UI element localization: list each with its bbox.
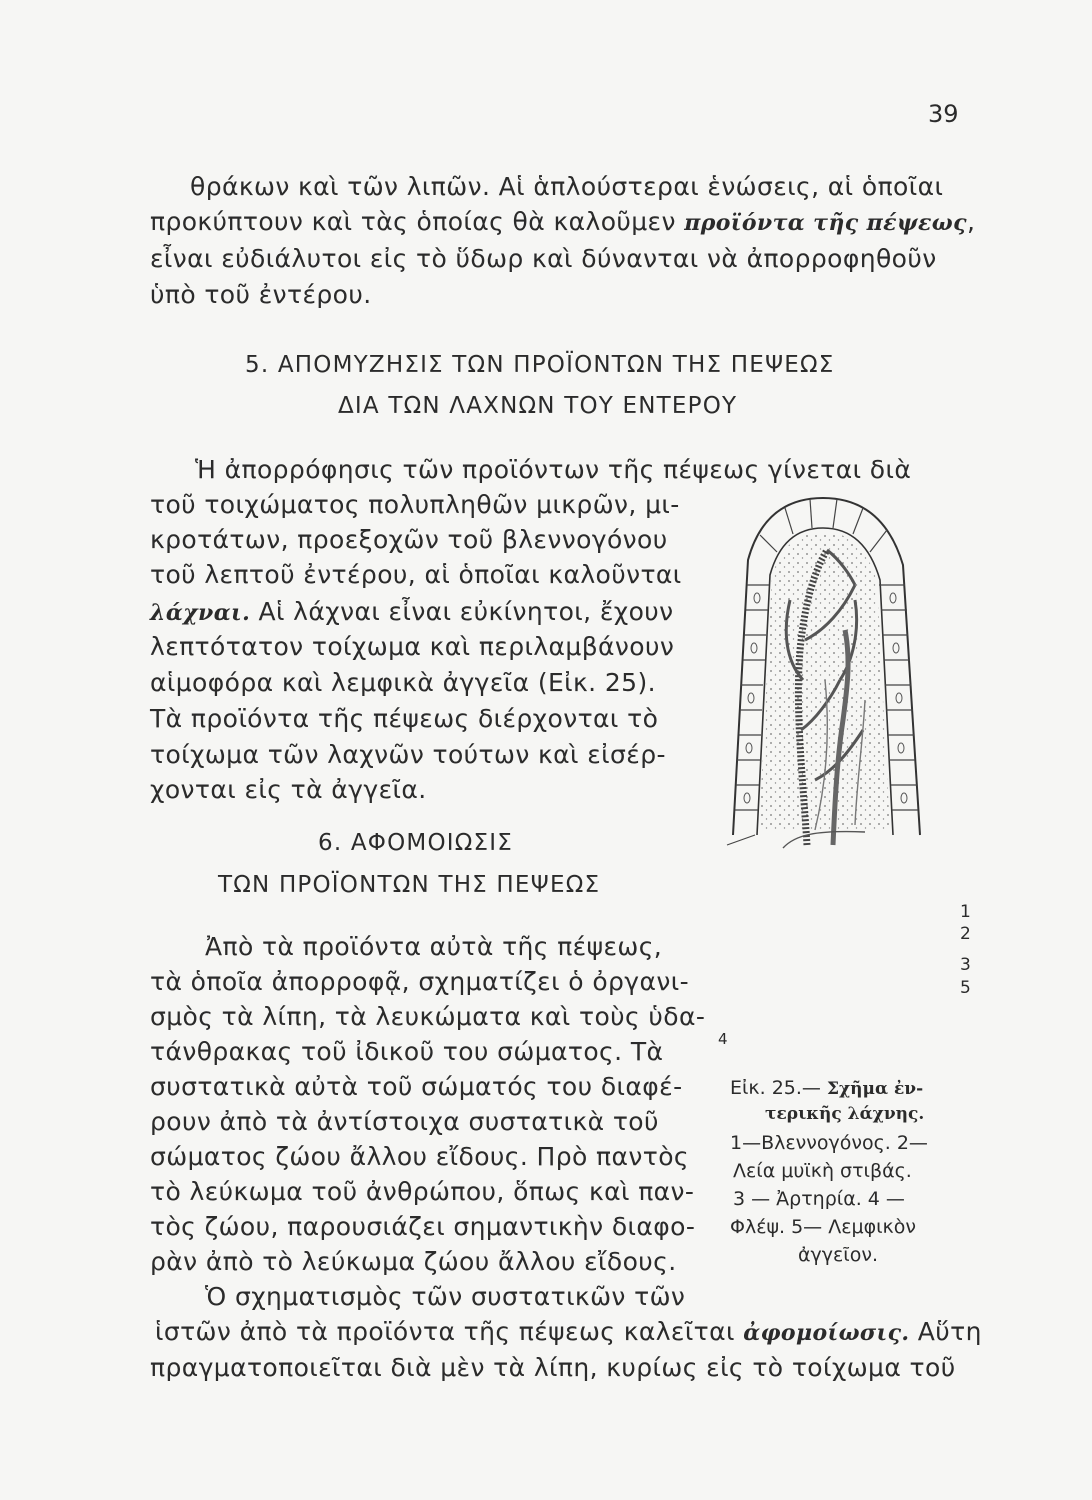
figure-caption-title-cont: τερικῆς λάχνης. [765,1104,925,1124]
section6-line-2: τὰ ὁποῖα ἀπορροφᾷ, σχηματίζει ὁ ὀργανι- [150,967,690,996]
figure-label-2: 2 [960,924,971,944]
figure-label-3: 3 [960,955,971,975]
figure-label-5: 5 [960,978,971,998]
section5-line-3: κροτάτων, προεξοχῶν τοῦ βλεννογόνου [150,525,668,554]
section6-line-8: τὸ λεύκωμα τοῦ ἀνθρώπου, ὅπως καὶ παν- [150,1177,695,1206]
para1-line-2-end: , [966,207,976,236]
figure-caption-line-6: Φλέψ. 5— Λεμφικὸν [730,1216,916,1238]
figure-label-1: 1 [960,902,971,922]
section6-line-3: σμὸς τὰ λίπη, τὰ λευκώματα καὶ τοὺς ὑδα- [150,1002,706,1031]
section6-line-1: Ἀπὸ τὰ προϊόντα αὐτὰ τῆς πέψεως, [205,932,663,961]
term-villi: λάχναι. [150,600,251,626]
para1-line-4: ὑπὸ τοῦ ἐντέρου. [150,280,372,309]
section5-line-5-text: Αἱ λάχναι εἶναι εὐκίνητοι, ἔχουν [250,597,674,626]
intestinal-villus-figure [715,480,985,850]
section6-line-12-end: Αὕτη [909,1317,982,1346]
section6-line-4: τάνθρακας τοῦ ἰδικοῦ του σώματος. Τὰ [150,1037,664,1066]
figure-caption-line-7: ἀγγεῖον. [798,1244,878,1266]
section6-subtitle: ΤΩΝ ΠΡΟΪΟΝΤΩΝ ΤΗΣ ΠΕΨΕΩΣ [218,872,601,898]
section5-subtitle: ΔΙΑ ΤΩΝ ΛΑΧΝΩΝ ΤΟΥ ΕΝΤΕΡΟΥ [338,393,738,419]
section5-line-5 [150,597,674,626]
page-number: 39 [928,100,959,128]
figure-caption-line-1 [730,1077,923,1099]
section6-line-10: ρὰν ἀπὸ τὸ λεύκωμα ζώου ἄλλου εἴδους. [150,1247,677,1276]
section6-title: 6. ΑΦΟΜΟΙΩΣΙΣ [318,830,513,856]
section5-line-6: λεπτότατον τοίχωμα καὶ περιλαμβάνουν [150,632,675,661]
section6-line-9: τὸς ζώου, παρουσιάζει σημαντικὴν διαφο- [150,1212,696,1241]
section6-line-13: πραγματοποιεῖται διὰ μὲν τὰ λίπη, κυρίως εἰς τὸ τοίχωμα τοῦ [150,1353,956,1382]
submucosa-line [783,832,865,848]
para1-line-1: θράκων καὶ τῶν λιπῶν. Αἱ ἁπλούστεραι ἑνώσεις, αἱ ὁποῖαι [190,172,944,201]
section5-line-1: Ἡ ἀπορρόφησις τῶν προϊόντων τῆς πέψεως γίνεται διὰ [195,455,912,484]
section6-line-11: Ὁ σχηματισμὸς τῶν συστατικῶν τῶν [205,1282,686,1311]
para1-line-3: εἶναι εὐδιάλυτοι εἰς τὸ ὕδωρ καὶ δύνανται νὰ ἀπορροφηθοῦν [150,244,937,273]
section5-title: 5. ΑΠΟΜΥΖΗΣΙΣ ΤΩΝ ΠΡΟΪΟΝΤΩΝ ΤΗΣ ΠΕΨΕΩΣ [245,352,835,378]
term-assimilation: ἀφομοίωσις. [743,1320,910,1346]
figure-caption-title: Σχῆμα ἐν- [826,1079,924,1099]
figure-caption-line-5: 3 — Ἀρτηρία. 4 — [733,1188,905,1210]
section5-line-9: τοίχωμα τῶν λαχνῶν τούτων καὶ εἰσέρ- [150,740,666,769]
label-leader-lines [727,835,955,850]
para1-line-2-text: προκύπτουν καὶ τὰς ὁποίας θὰ καλοῦμεν [150,207,685,236]
section5-line-4: τοῦ λεπτοῦ ἐντέρου, αἱ ὁποῖαι καλοῦνται [150,560,682,589]
term-digestion-products: προϊόντα τῆς πέψεως [684,210,967,236]
section6-line-12-text: ἱστῶν ἀπὸ τὰ προϊόντα τῆς πέψεως καλεῖται [155,1317,744,1346]
figure-caption-line-4: Λεία μυϊκὴ στιβάς. [733,1160,912,1182]
section5-line-7: αἱμοφόρα καὶ λεμφικὰ ἀγγεῖα (Εἰκ. 25). [150,668,656,697]
figure-caption-number: Εἰκ. 25.— [730,1077,827,1099]
section5-line-10: χονται εἰς τὰ ἀγγεῖα. [150,775,427,804]
figure-caption-line-2 [765,1102,924,1124]
para1-line-2 [150,207,975,236]
section6-line-6: ρουν ἀπὸ τὰ ἀντίστοιχα συστατικὰ τοῦ [150,1107,659,1136]
section6-line-7: σώματος ζώου ἄλλου εἴδους. Πρὸ παντὸς [150,1142,689,1171]
section6-line-12 [155,1317,982,1346]
figure-caption-line-3: 1—Βλεννογόνος. 2— [730,1132,928,1154]
figure-label-4: 4 [718,1030,728,1048]
section5-line-8: Τὰ προϊόντα τῆς πέψεως διέρχονται τὸ [150,704,659,733]
section6-line-5: συστατικὰ αὐτὰ τοῦ σώματός του διαφέ- [150,1072,683,1101]
section5-line-2: τοῦ τοιχώματος πολυπληθῶν μικρῶν, μι- [150,490,680,519]
